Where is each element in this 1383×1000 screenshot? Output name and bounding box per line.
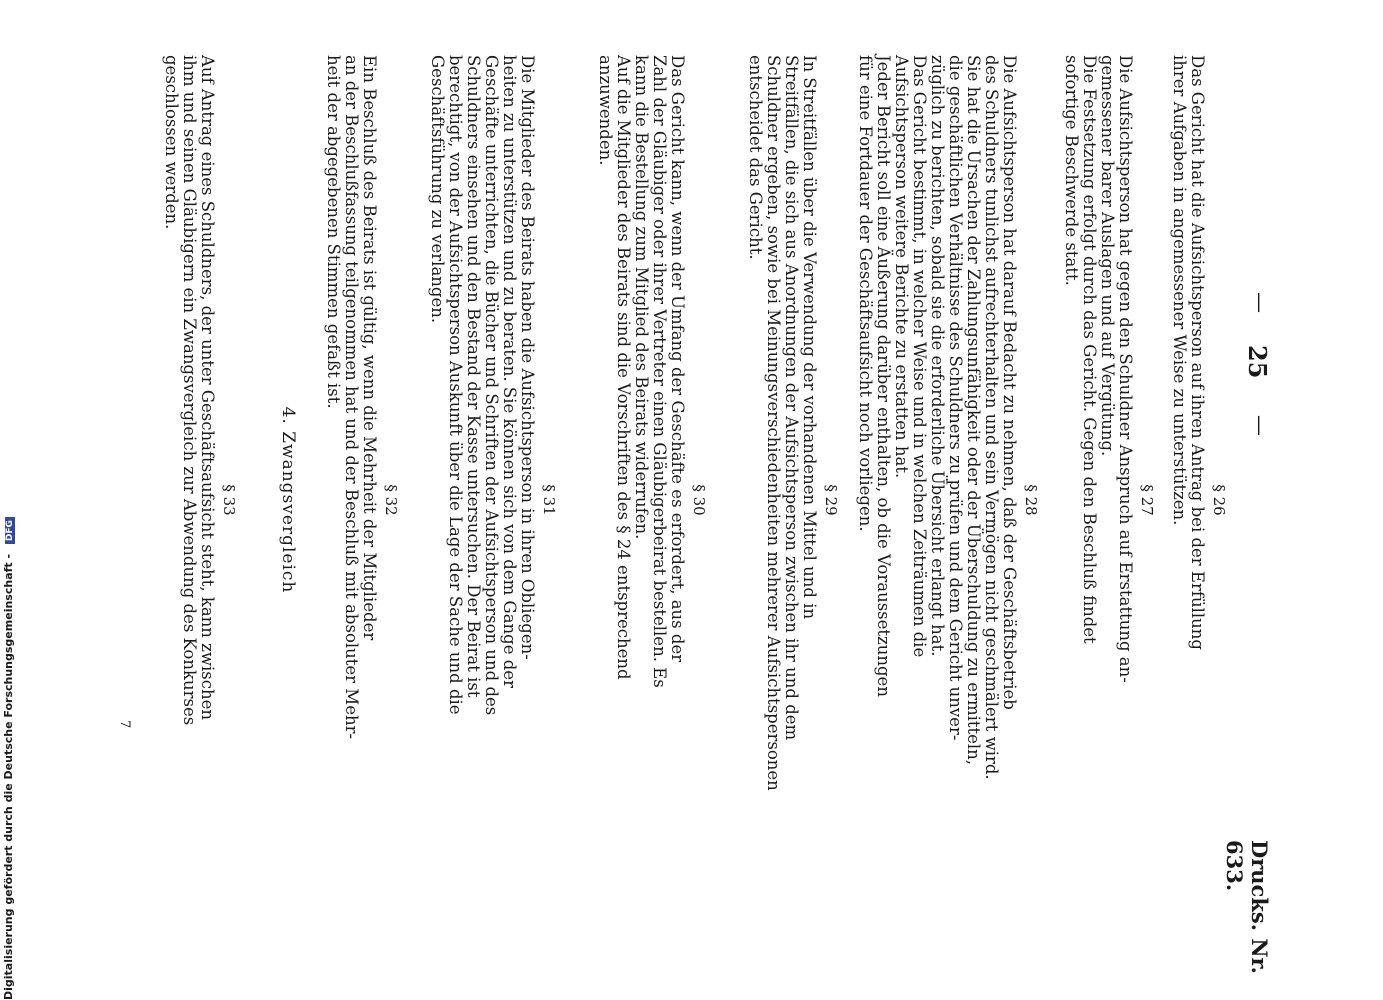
section-heading: § 32	[382, 484, 400, 516]
footer-page-number: 7	[117, 720, 132, 729]
section-heading: § 33	[220, 484, 238, 516]
dfg-logo: DFG	[5, 517, 15, 544]
section-heading: § 27	[1138, 484, 1156, 516]
section-text: Ein Beschluß des Beirats ist gültig, wenn die Mehrheit der Mitglieder an der Beschlußfassung teilgenommen hat und der Beschluß mit absoluter Mehr- heit der abgegebenen Stimmen gefaßt ist.	[324, 55, 379, 740]
header-page-number: 25	[1243, 345, 1272, 379]
header-document-reference: Drucks. Nr. 633.	[1222, 840, 1272, 974]
header-dash: —	[1248, 292, 1272, 313]
funding-notice	[2, 10, 18, 1000]
section-text: Auf Antrag eines Schuldners, der unter Geschäftsaufsicht steht, kann zwischen ihm und seinen Gläubigern ein Zwangsvergleich zur Abwendung des Konkurses geschlossen werden.	[162, 55, 217, 726]
section-heading: § 28	[1022, 484, 1040, 516]
section-text: In Streitfällen über die Verwendung der vorhandenen Mittel und in Streitfällen, die sich aus Anordnungen der Aufsichtsperson zwischen ihr und dem Schuldner ergeben, sowie bei Meinungsverschiedenheiten mehrerer Aufsichtspersonen entscheidet das Gericht.	[746, 55, 819, 791]
header-dash: —	[1248, 415, 1272, 436]
section-heading: § 29	[822, 484, 840, 516]
section-text: Die Aufsichtsperson hat darauf Bedacht zu nehmen, daß der Geschäftsbetrieb des Schuldners tunlichst aufrechterhalten und sein Vermögen nicht geschmälert wird. Sie hat die Ursachen der Zahlungsunfähigkeit oder der Überschuldung zu ermitteln, die geschäftlichen Verhältnisse des Schuldners zu prüfen und dem Gericht unver- züglich zu berichten, sobald sie die erforderliche Übersicht erlangt hat. Das Gericht bestimmt, in welcher Weise und in welchen Zeiträumen die Aufsichtsperson weitere Berichte zu erstatten hat. Jeder Bericht soll eine Äußerung darüber enthalten, ob die Voraussetzungen für eine Fortdauer der Geschäftsaufsicht noch vorliegen.	[856, 55, 1019, 780]
section-heading: § 26	[1210, 484, 1228, 516]
chapter-subheading: 4. Zwangsvergleich	[278, 406, 298, 594]
section-text: Das Gericht hat die Aufsichtsperson auf ihren Antrag bei der Erfüllung ihrer Aufgaben in angemessener Weise zu unterstützen.	[1170, 55, 1207, 650]
section-text: Die Mitglieder des Beirats haben die Aufsichtsperson in ihren Obliegen- heiten zu unterstützen und zu beraten. Sie können sich von dem Gange der Geschäfte unterrichten, die Bücher und Schriften der Aufsichtsperson und des Schuldners einsehen und den Bestand der Kasse untersuchen. Der Beirat ist berechtigt, von der Aufsichtsperson Auskunft über die Lage der Sache und die Geschäftsführung zu verlangen.	[428, 55, 537, 716]
section-text: Die Aufsichtsperson hat gegen den Schuldner Anspruch auf Erstattung an- gemessener barer Auslagen und auf Vergütung. Die Festsetzung erfolgt durch das Gericht. Gegen den Beschluß findet sofortige Beschwerde statt.	[1062, 55, 1135, 683]
section-heading: § 31	[540, 484, 558, 516]
section-heading: § 30	[690, 484, 708, 516]
section-text: Das Gericht kann, wenn der Umfang der Geschäfte es erfordert, aus der Zahl der Gläubiger oder ihrer Vertreter einen Gläubigerbeirat bestellen. Es kann die Bestellung zum Mitglied des Beirats widerrufen. Auf die Mitglieder des Beirats sind die Vorschriften des § 24 entsprechend anzuwenden.	[596, 55, 687, 688]
funding-notice-text: Digitalisierung gefördert durch die Deutsche Forschungsgemeinschaft -	[2, 553, 15, 1000]
page-header	[1222, 0, 1272, 1000]
